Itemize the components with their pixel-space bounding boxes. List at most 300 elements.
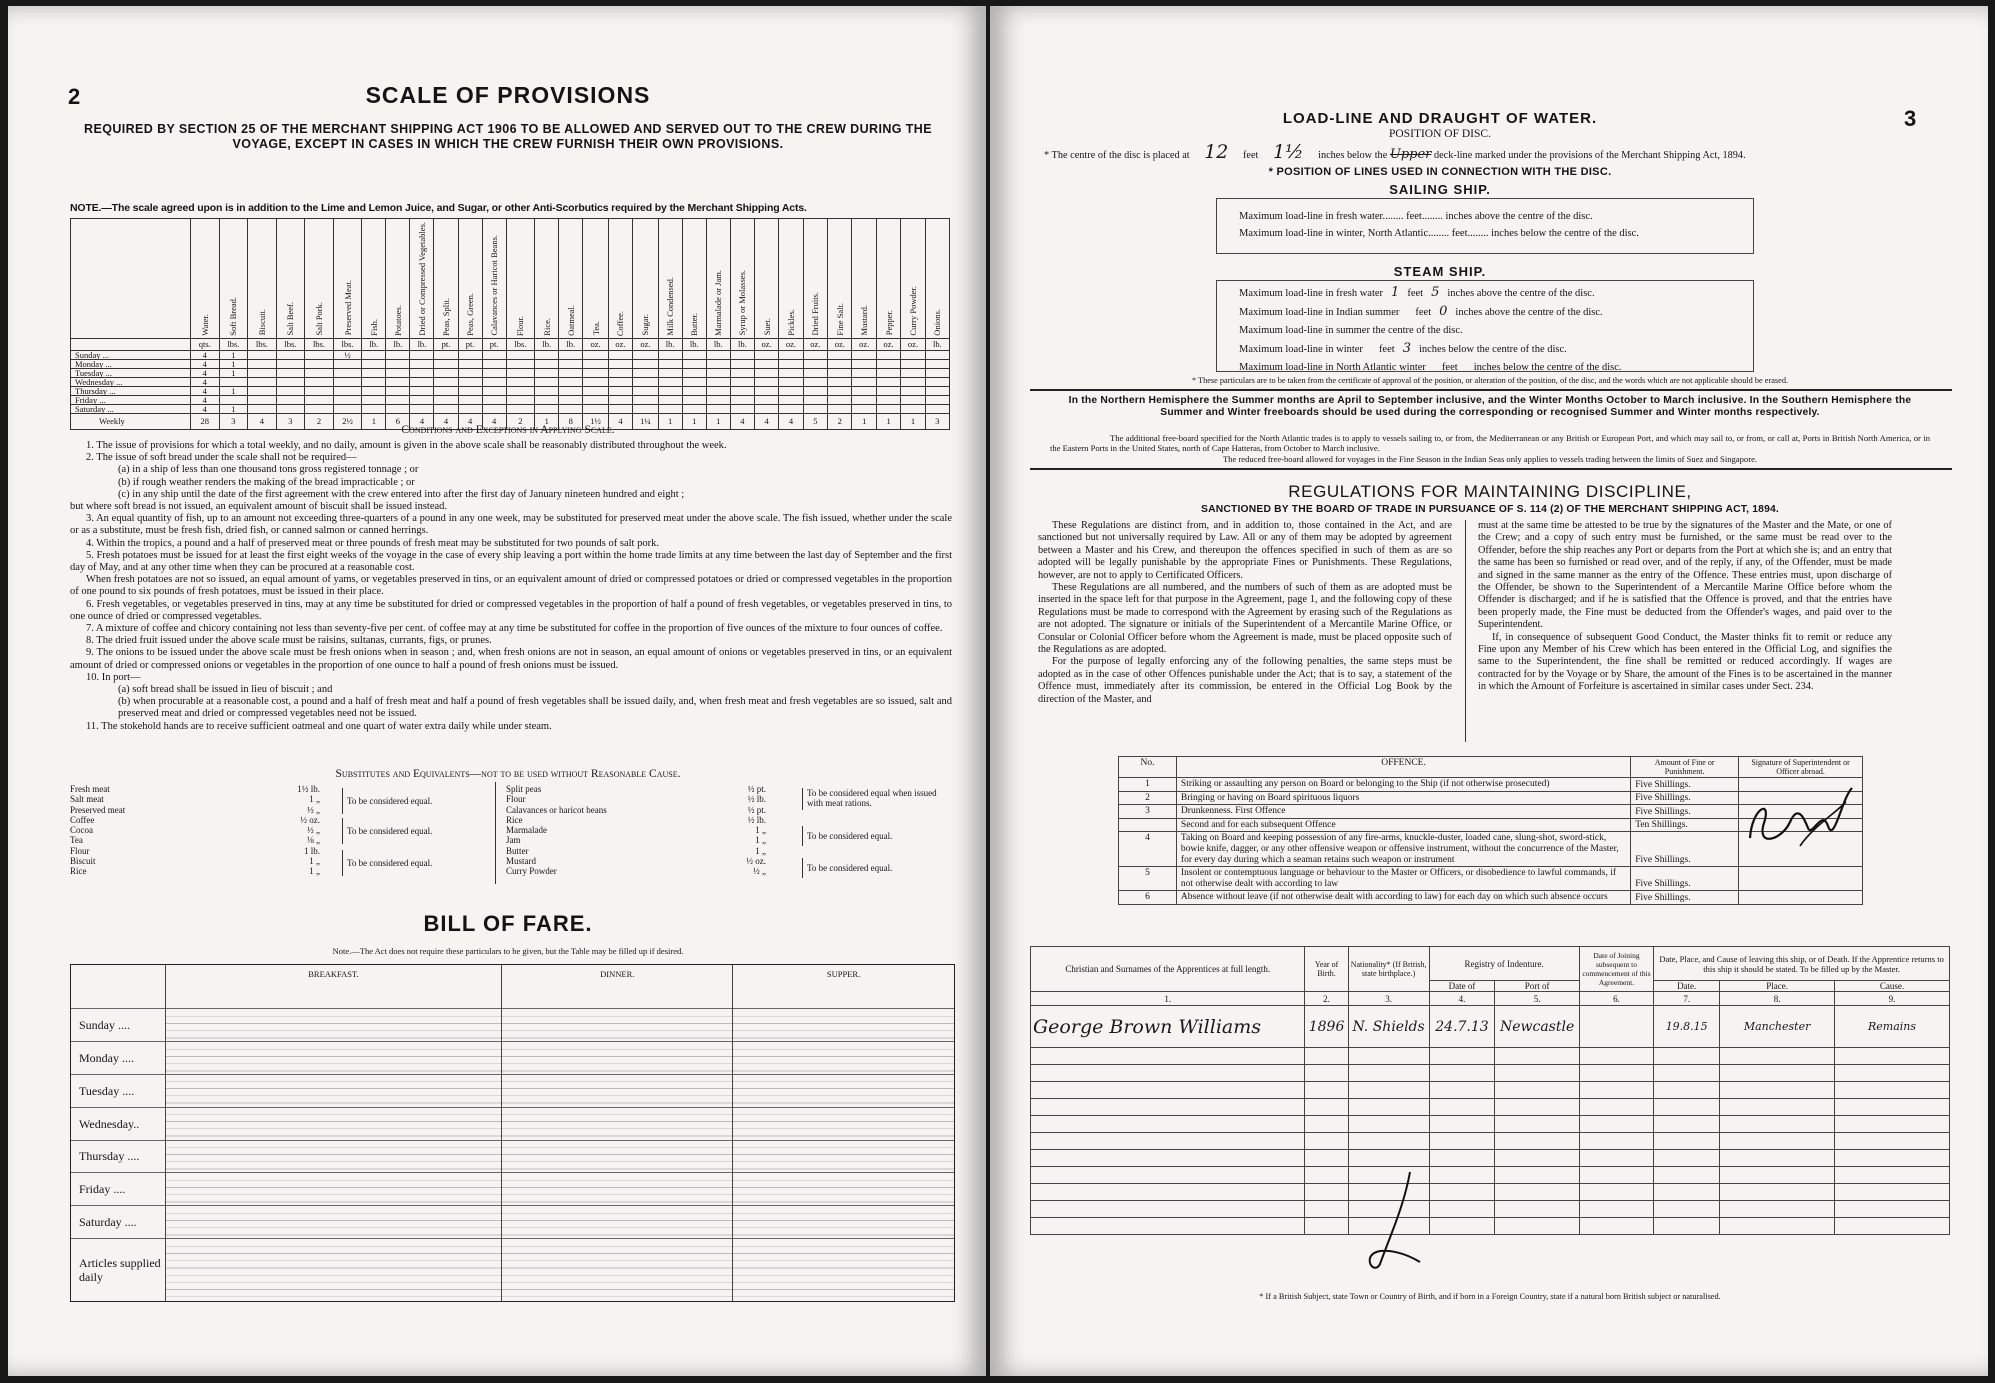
substitute-item: Coffee [70,814,95,825]
provision-cell: 1 [219,350,248,359]
provision-cell [482,395,506,404]
provision-cell [608,404,632,413]
provision-day-label: Saturday ... [71,404,191,413]
provision-cell [482,386,506,395]
scale-title: SCALE OF PROVISIONS [365,82,651,108]
app-sub-date: Date. [1654,981,1720,992]
offence-text: Striking or assaulting any person on Board or belonging to the Ship (if not otherwise prosecuted) [1176,778,1630,792]
bill-cell [502,1239,733,1301]
provision-cell [583,377,608,386]
provision-cell [219,377,248,386]
steam-inches-value [1458,359,1474,374]
provision-cell [658,386,682,395]
provision-cell [506,386,535,395]
provision-col-header [458,219,482,339]
provision-cell: 1 [219,359,248,368]
apprentice-empty-cell [1579,1133,1653,1150]
provision-cell [730,404,754,413]
provision-col-label: Syrup or Molasses. [737,270,748,336]
provision-cell [852,404,876,413]
provision-cell [506,395,535,404]
app-sub-cause: Cause. [1835,981,1950,992]
discipline-text-left [1038,520,1452,706]
provision-cell [559,395,583,404]
provision-cell [803,350,827,359]
subst-divider [495,782,496,884]
provision-cell [852,350,876,359]
condition-item: 9. The onions to be issued under the above scale must be fresh onions when in season ; and, when fresh onions are not in season, an equal amount of onions or vegetables preserved in tins, or an equivalent amount of dried or compressed onions or vegetables in the proportion of one ounce to half a pound of fresh onions must be issued. [70,647,952,671]
provision-cell: 1 [219,368,248,377]
apprentice-empty-cell [1031,1116,1305,1133]
substitute-row [506,856,766,866]
provision-col-header [828,219,852,339]
provision-weekly-cell: 4 [248,413,277,429]
apprentice-empty-cell [1579,1116,1653,1133]
substitute-qty: ½ „ [307,804,320,815]
apprentice-col-number: 7. [1654,992,1720,1006]
provision-cell [925,368,949,377]
substitutes-right [506,784,766,877]
provision-cell [876,350,900,359]
substitutes-title: Substitutes and Equivalents—not to be used without Reasonable Cause. [335,768,681,780]
provision-cell [901,350,925,359]
substitute-qty: ½ lb. [747,814,766,825]
bill-cell [733,1206,954,1239]
apprentice-empty-cell [1579,1082,1653,1099]
apprentice-empty-cell [1429,1116,1495,1133]
provision-col-header [333,219,362,339]
substitute-row [70,856,320,866]
provision-weekly-cell: 2½ [333,413,362,429]
provision-cell [901,359,925,368]
provision-cell [682,350,706,359]
provision-weekly-cell: 4 [482,413,506,429]
apprentice-empty-cell [1835,1082,1950,1099]
provision-cell [458,386,482,395]
sailing-ship-title: SAILING SHIP. [1389,182,1491,197]
provision-cell [852,368,876,377]
provision-cell [779,395,803,404]
sailing-ship-box [1216,198,1754,254]
provision-cell: 4 [191,350,220,359]
provisions-table [70,218,950,430]
offence-no: 1 [1119,778,1177,792]
provision-weekly-cell: 1½ [583,413,608,429]
apprentice-empty-cell [1348,1133,1429,1150]
provision-cell [754,386,778,395]
steam-feet-value [1426,359,1442,374]
provision-cell: 1 [219,404,248,413]
provision-cell [559,359,583,368]
condition-item: 3. An equal quantity of fish, up to an amount not exceeding three-quarters of a pound in any one week, may be substituted for preserved meat under the above scale. The fish issued, whether under the scale or as a substitute, must be fresh fish, dried fish, or canned salmon or canned herrings. [70,513,952,537]
apprentice-col-number: 4. [1429,992,1495,1006]
substitute-row [70,805,320,815]
superintendent-signature [1742,768,1862,858]
provision-cell [482,377,506,386]
provision-col-header [362,219,386,339]
condition-item: 5. Fresh potatoes must be issued for at least the first eight weeks of the voyage in the case of every ship leaving a port within the home trade limits at any time between the last day of September and the first day of May, and at any other time when they can be procured at a reasonable cost. [70,549,952,574]
apprentice-empty-cell [1720,1167,1835,1184]
lines-footnote: * These particulars are to be taken from the certificate of approval of the position, or alteration of the position, of the disc, and the words which are not applicable should be erased. [1191,376,1789,385]
bill-col-dinner: DINNER. [502,965,733,1009]
apprentice-year: 1896 [1305,1006,1348,1048]
provision-weekly-cell: 1 [362,413,386,429]
scale-note: NOTE.—The scale agreed upon is in addition to the Lime and Lemon Juice, and Sugar, or other Anti-Scorbutics required by the Merchant Shipping Acts. [70,202,807,214]
apprentice-mark-scrawl [1340,1166,1430,1276]
provision-cell [828,377,852,386]
provision-unit: lb. [706,338,730,350]
provision-cell [333,377,362,386]
substitute-item: Mustard [506,856,536,867]
provision-cell [458,395,482,404]
substitute-row [506,846,766,856]
offence-no: 4 [1119,832,1177,867]
provision-cell [682,368,706,377]
apprentice-empty-cell [1654,1184,1720,1201]
provision-weekly-cell: 1 [682,413,706,429]
apprentice-leave-place: Manchester [1720,1006,1835,1048]
provision-col-header [559,219,583,339]
provision-cell [779,404,803,413]
provision-cell [535,359,559,368]
steam-line-tail: inches below the centre of the disc. [1418,343,1567,355]
discipline-text-right [1478,520,1892,694]
provision-cell [706,359,730,368]
apprentice-empty-cell [1720,1082,1835,1099]
condition-item: When fresh potatoes are not so issued, an equal amount of yams, or vegetables preserved in tins, or an equivalent amount of dried or compressed potatoes or dried or compressed vegetables in the proportion of one pound to six pounds of fresh potatoes, must be issued in their place. [70,574,952,598]
provision-cell [754,368,778,377]
bill-cell [502,1074,733,1107]
offence-col-offence: OFFENCE. [1176,757,1630,778]
provision-unit: oz. [876,338,900,350]
discipline-paragraph: These Regulations are distinct from, and in addition to, those contained in the Act, and are sanctioned but not universally required by Law. All or any of them may be adopted by agreement between a Master and his Crew, and thereupon the offences specified in such of them as are so adopted will be legally punishable by the appropriate Fines or Punishments. These Regulations, however, are not to apply to Certificated Officers. [1038,520,1452,581]
provision-col-label: Dried or Compressed Vegetables. [416,222,427,336]
provision-cell [248,386,277,395]
provision-cell [362,359,386,368]
provision-unit: lb. [658,338,682,350]
apprentice-empty-cell [1348,1065,1429,1082]
provision-col-header [754,219,778,339]
provision-cell [434,368,458,377]
provision-cell [386,350,410,359]
apprentice-empty-cell [1495,1065,1579,1082]
provision-cell [803,395,827,404]
provision-cell [333,359,362,368]
disc-feet-label: feet [1242,150,1259,161]
provision-unit: lbs. [333,338,362,350]
provision-cell [276,404,305,413]
apprentice-empty-row [1031,1099,1950,1116]
provision-unit: lb. [410,338,434,350]
apprentice-footnote: * If a British Subject, state Town or Country of Birth, and if born in a Foreign Country, state if a natural born British subject or naturalised. [1259,1292,1721,1301]
provision-cell [583,359,608,368]
provision-weekly-cell: 4 [754,413,778,429]
provision-col-header [730,219,754,339]
provision-cell [362,386,386,395]
discipline-paragraph: must at the same time be attested to be true by the signatures of the Master and the Mate, or one of the Crew; and a copy of such entry must be furnished, or the same must be read over to the Offender, before the ship reaches any Port or departs from the Port at which she is; and an entry that the same has been so furnished or read over, and of the reply, if any, of the Offender, must be made and signed in the same manner as the entry of the Offence. These entries must, upon discharge of the Offender, be shown to the Superintendent of a Mercantile Marine Office before whom the Offender is discharged; and if he is satisfied that the Offence is proved, and that the entries have been properly made, the Fine must be deducted from the Offender's wages, and paid over to the Superintendent. [1478,520,1892,631]
bill-cell [502,1206,733,1239]
provision-weekly-cell: 28 [191,413,220,429]
provision-cell [828,404,852,413]
app-col-year: Year of Birth. [1305,947,1348,992]
offence-col-fine: Amount of Fine or Punishment. [1631,757,1739,778]
provision-col-header [706,219,730,339]
steam-feet-value: 1 [1391,285,1400,300]
provision-unit: oz. [583,338,608,350]
substitute-row [506,784,766,794]
provision-cell [506,350,535,359]
provision-cell [305,377,334,386]
apprentice-empty-cell [1835,1048,1950,1065]
provision-cell [434,359,458,368]
provision-cell [730,395,754,404]
bill-cell [165,1206,502,1239]
provision-col-header [779,219,803,339]
provision-weekly-cell: 1 [658,413,682,429]
apprentice-empty-cell [1579,1099,1653,1116]
steam-line [1217,284,1753,303]
apprentice-col-number: 3. [1348,992,1429,1006]
substitute-qty: ½ oz. [746,856,766,867]
provision-cell [730,377,754,386]
provision-weekly-cell: 1 [535,413,559,429]
provision-cell [559,377,583,386]
bill-cell [165,1173,502,1206]
steam-line-text: Maximum load-line in Indian summer [1239,306,1400,318]
apprentice-empty-cell [1305,1099,1348,1116]
provision-cell [434,395,458,404]
provision-unit: lb. [682,338,706,350]
provision-cell [410,368,434,377]
steam-feet-label: feet [1407,288,1424,299]
apprentice-empty-cell [1429,1065,1495,1082]
apprentice-empty-cell [1720,1133,1835,1150]
apprentice-empty-cell [1579,1201,1653,1218]
provision-cell [333,395,362,404]
provision-cell [803,377,827,386]
provision-cell [305,404,334,413]
provision-weekly-cell: 4 [730,413,754,429]
apprentice-empty-cell [1835,1099,1950,1116]
apprentice-nationality: N. Shields [1348,1006,1429,1048]
provision-cell [305,350,334,359]
steam-feet-value [1399,304,1415,319]
provision-cell [583,386,608,395]
provision-cell [276,395,305,404]
provision-cell [658,377,682,386]
substitute-row [70,846,320,856]
sub-note-left-2: To be considered equal. [342,818,492,844]
sub-note-left-1: To be considered equal. [342,788,492,814]
bill-day-label: Monday .... [71,1042,165,1075]
bill-cell [502,1140,733,1173]
substitute-qty: 1 „ [755,825,766,836]
position-lines-heading: * POSITION OF LINES USED IN CONNECTION WITH THE DISC. [1268,166,1612,178]
condition-item: 2. The issue of soft bread under the scale shall not be required— [86,452,357,464]
substitute-item: Fresh meat [70,784,110,794]
substitute-qty: ½ „ [753,866,766,877]
apprentice-empty-cell [1654,1065,1720,1082]
provision-col-label: Fine Salt. [834,303,845,336]
provision-day-row [71,368,950,377]
provision-cell [730,368,754,377]
provision-cell [633,404,658,413]
disc-inches-value: 1½ [1272,141,1304,163]
substitute-row [506,805,766,815]
apprentice-empty-cell [1305,1133,1348,1150]
provision-cell: ½ [333,350,362,359]
provision-cell [276,350,305,359]
condition-item: (a) soft bread shall be issued in lieu of biscuit ; and [118,684,333,696]
apprentice-empty-cell [1654,1201,1720,1218]
offence-row [1119,891,1863,905]
substitute-qty: ½ pt. [747,804,766,815]
provision-col-header [410,219,434,339]
provision-cell [305,359,334,368]
apprentice-empty-cell [1495,1150,1579,1167]
provision-col-header [901,219,925,339]
steam-line [1217,358,1753,377]
substitute-item: Flour [506,794,526,805]
provision-cell [876,386,900,395]
offence-col-signature: Signature of Superintendent or Officer abroad. [1739,757,1863,778]
provision-cell [434,386,458,395]
provision-cell [583,368,608,377]
provision-day-label: Sunday ... [71,350,191,359]
offence-fine: Five Shillings. [1631,778,1739,792]
substitute-item: Cocoa [70,825,93,836]
position-of-disc: POSITION OF DISC. [1389,128,1491,140]
apprentice-empty-cell [1495,1099,1579,1116]
provision-cell [754,359,778,368]
offence-text: Taking on Board and keeping possession of any fire-arms, knuckle-duster, loaded cane, slung-shot, sword-stick, bowie knife, dagger, or any other offensive weapon or offensive instrument, without the concurrence of the Master, for every day during which a seaman retains such weapon or instrument [1176,832,1630,867]
provision-units-corner [71,338,191,350]
apprentice-empty-row [1031,1167,1950,1184]
provision-weekly-cell: 2 [828,413,852,429]
apprentice-col-number: 8. [1720,992,1835,1006]
provision-weekly-cell: 3 [219,413,248,429]
bill-cell [733,1074,954,1107]
offence-no [1119,818,1177,832]
apprentice-join-date [1579,1006,1653,1048]
provision-cell [482,404,506,413]
offence-fine: Five Shillings. [1631,805,1739,819]
provision-cell [876,377,900,386]
apprentice-empty-cell [1654,1082,1720,1099]
provision-cell [828,395,852,404]
hemisphere-note: In the Northern Hemisphere the Summer months are April to September inclusive, and the Winter Months October to March inclusive. In the Southern Hemisphere the Summer and Winter freeboards should be used during the corresponding or recognised Summer and Winter months respectively. [1068,395,1912,419]
apprentice-empty-cell [1835,1201,1950,1218]
apprentice-empty-cell [1429,1218,1495,1235]
provision-col-label: Salt Pork. [313,302,324,336]
app-col-indenture: Registry of Indenture. [1429,947,1579,981]
rule-bottom [1030,468,1952,470]
provision-cell [458,368,482,377]
provision-cell [852,377,876,386]
provision-weekly-label: Weekly [71,413,191,429]
apprentice-empty-cell [1720,1116,1835,1133]
provision-cell [305,395,334,404]
offence-fine: Five Shillings. [1631,867,1739,891]
provision-cell [828,350,852,359]
provision-weekly-cell: 4 [458,413,482,429]
substitute-row [70,794,320,804]
provision-cell [386,404,410,413]
provision-cell [559,350,583,359]
provision-cell [333,368,362,377]
provision-cell: 1 [219,386,248,395]
offence-text: Insolent or contemptuous language or behaviour to the Master or Officers, or disobedience to lawful commands, if not otherwise dealt with according to law [1176,867,1630,891]
steam-line-text: Maximum load-line in fresh water [1239,288,1384,299]
provision-weekly-cell: 1¼ [633,413,658,429]
condition-item: 8. The dried fruit issued under the above scale must be raisins, sultanas, currants, figs, or prunes. [86,635,492,647]
provision-unit: qts. [191,338,220,350]
bill-day-label: Saturday .... [71,1206,165,1239]
offence-no: 5 [1119,867,1177,891]
apprentice-empty-cell [1429,1082,1495,1099]
bill-cell [165,1107,502,1140]
provision-col-label: Peas, Split. [441,297,451,336]
bill-cell [502,1009,733,1042]
provision-col-header [434,219,458,339]
provision-col-label: Sugar. [640,314,651,336]
bill-of-fare-table [70,964,955,1302]
provision-col-label: Salt Beef. [285,302,296,336]
apprentice-leave-date: 19.8.15 [1654,1006,1720,1048]
steam-inches-value: 0 [1439,303,1448,319]
provision-cell [608,359,632,368]
apprentice-empty-cell [1495,1218,1579,1235]
steam-ship-title: STEAM SHIP. [1393,264,1487,279]
steam-line-tail: inches below the centre of the disc. [1473,362,1622,373]
provision-cell [901,386,925,395]
provision-weekly-cell: 4 [410,413,434,429]
provision-col-header [682,219,706,339]
provision-cell [658,368,682,377]
discipline-paragraph: For the purpose of legally enforcing any of the following penalties, the same steps must be adopted as in the case of other Offences punishable under the Act; that is to say, a statement of the Offence must, immediately after its commission, be entered in the Official Log Book by the direction of the Master, and [1038,656,1452,705]
app-col-nationality: Nationality* (If British, state birthplace.) [1348,947,1429,992]
substitute-qty: 1 „ [755,835,766,846]
substitute-row [506,794,766,804]
provision-cell [706,386,730,395]
provision-col-label: Coffee. [615,310,626,336]
substitute-qty: ½ lb. [747,794,766,805]
offence-fine: Five Shillings. [1631,891,1739,905]
provision-cell [410,386,434,395]
steam-line [1217,321,1753,340]
bill-row [71,1042,954,1075]
apprentice-empty-cell [1720,1048,1835,1065]
provision-unit: lb. [386,338,410,350]
provision-day-label: Wednesday ... [71,377,191,386]
provision-col-header [803,219,827,339]
provision-day-label: Tuesday ... [71,368,191,377]
provision-cell [706,404,730,413]
provision-cell [803,359,827,368]
provision-cell [803,404,827,413]
bill-corner [71,965,165,1009]
provision-unit: lbs. [276,338,305,350]
provision-cell [362,377,386,386]
provision-unit: oz. [901,338,925,350]
substitute-row [70,825,320,835]
provision-cell [925,350,949,359]
provision-cell [852,395,876,404]
apprentice-empty-cell [1720,1099,1835,1116]
apprentice-empty-row [1031,1116,1950,1133]
disc-deck-value: Upper [1389,147,1432,162]
provision-cell [779,359,803,368]
